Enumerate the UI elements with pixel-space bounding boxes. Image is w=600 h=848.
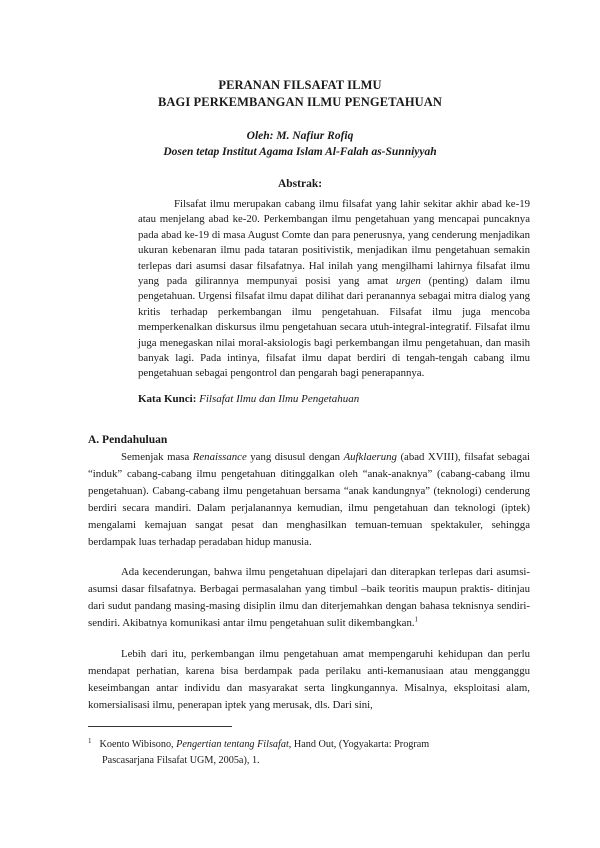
p1-text-b: yang disusul dengan xyxy=(246,451,344,463)
footnote-separator xyxy=(88,726,232,727)
footnote-1 xyxy=(88,737,530,769)
footnote-book-title: Pengertian tentang Filsafat xyxy=(176,739,289,750)
keywords-line xyxy=(138,392,530,407)
p1-text-a: Semenjak masa xyxy=(121,451,193,463)
footnote-text-a: Koento Wibisono, xyxy=(99,739,177,750)
p1-text-c: (abad XVIII), filsafat sebagai “induk” cabang-cabang ilmu pengetahuan ditinggalkan oleh “anak-anaknya” (cabang-cabang ilmu pengetahuan). Cabang-cabang ilmu pengetahuan bersama “anak kandungnya” (teknologi) cenderung berdiri secara mandiri. Dalam perjalanannya kemudian, ilmu pengetahuan dan teknologi (iptek) mengalami kemajuan sangat pesat dan menghasilkan temuan-temuan spektakuler, sehingga berdampak luas terhadap peradaban hidup manusia. xyxy=(88,451,530,548)
footnote-text-c: Pascasarjana Filsafat UGM, 2005a), 1. xyxy=(102,755,260,766)
paper-title-line-1: PERANAN FILSAFAT ILMU xyxy=(218,78,382,92)
abstract-paragraph xyxy=(138,197,530,382)
abstract-text-part-2: (penting) dalam ilmu pengetahuan. Urgensi filsafat ilmu dapat dilihat dari peranannya sebagai mitra dialog yang kritis terhadap perkembangan ilmu pengetahuan. Filsafat ilmu juga mencoba memperkenalkan diskursus ilmu pengetahuan secara utuh-integral-integratif. Filsafat ilmu juga menegaskan nilai moral-aksiologis bagi perkembangan ilmu pengetahuan, dan masih banyak lagi. Pada intinya, filsafat ilmu dapat berdiri di tengah-tengah cabang ilmu pengetahuan sebagai pengontrol dan pengarah bagi penerapannya. xyxy=(138,275,530,380)
footnote-reference-1[interactable]: 1 xyxy=(414,615,419,624)
author-name: Oleh: M. Nafiur Rofiq xyxy=(246,130,354,142)
body-paragraph-2 xyxy=(88,564,530,632)
body-paragraph-3: Lebih dari itu, perkembangan ilmu pengetahuan amat mempengaruhi kehidupan dan perlu mendapat perhatian, karena bisa berdampak pada perilaku anti-kemanusiaan atau mengganggu keseimbangan antar individu dan masyarakat serta lingkungannya. Misalnya, eksploitasi alam, komersialisasi ilmu, penerapan iptek yang merusak, dls. Dari sini, xyxy=(88,648,530,711)
keywords-value: Filsafat Ilmu dan Ilmu Pengetahuan xyxy=(199,393,360,405)
abstract-heading: Abstrak: xyxy=(277,178,323,190)
p1-term-renaissance: Renaissance xyxy=(192,451,247,463)
abstract-emphasis-urgen: urgen xyxy=(396,275,421,288)
paper-title-line-2: BAGI PERKEMBANGAN ILMU PENGETAHUAN xyxy=(157,95,443,109)
body-paragraph-1 xyxy=(88,449,530,551)
p2-text: Ada kecenderungan, bahwa ilmu pengetahuan dipelajari dan diterapkan terlepas dari asumsi-asumsi dasar filsafatnya. Berbagai permasalahan yang timbul –baik teoritis maupun praktis- ditinjau dari sudut pandang masing-masing disiplin ilmu dan diterjemahkan dengan bahasa teknisnya sendiri-sendiri. Akibatnya komunikasi antar ilmu pengetahuan sulit dikembangkan. xyxy=(88,566,530,629)
section-heading-pendahuluan: A. Pendahuluan xyxy=(88,434,168,446)
keywords-label: Kata Kunci: xyxy=(138,393,197,405)
p1-term-aufklaerung: Aufklaerung xyxy=(343,451,397,463)
footnote-text-b: , Hand Out, (Yogyakarta: Program xyxy=(288,739,430,750)
abstract-text-part-1: Filsafat ilmu merupakan cabang ilmu filsafat yang lahir sekitar akhir abad ke-19 atau menjelang abad ke-20. Perkembangan ilmu pengetahuan yang mencapai puncaknya pada abad ke-19 di masa August Comte dan para penerusnya, yang cenderung menjadikan ukuran kebenaran ilmu pada tataran positivistik, menjadikan ilmu pengetahuan semakin terlepas dari asumsi dasar filsafatnya. Hal inilah yang mengilhami lahirnya filsafat ilmu yang pada gilirannya mempunyai posisi yang amat xyxy=(138,198,530,288)
footnote-mark: 1 xyxy=(88,736,92,745)
author-affiliation: Dosen tetap Institut Agama Islam Al-Falah as-Sunniyyah xyxy=(163,146,437,158)
